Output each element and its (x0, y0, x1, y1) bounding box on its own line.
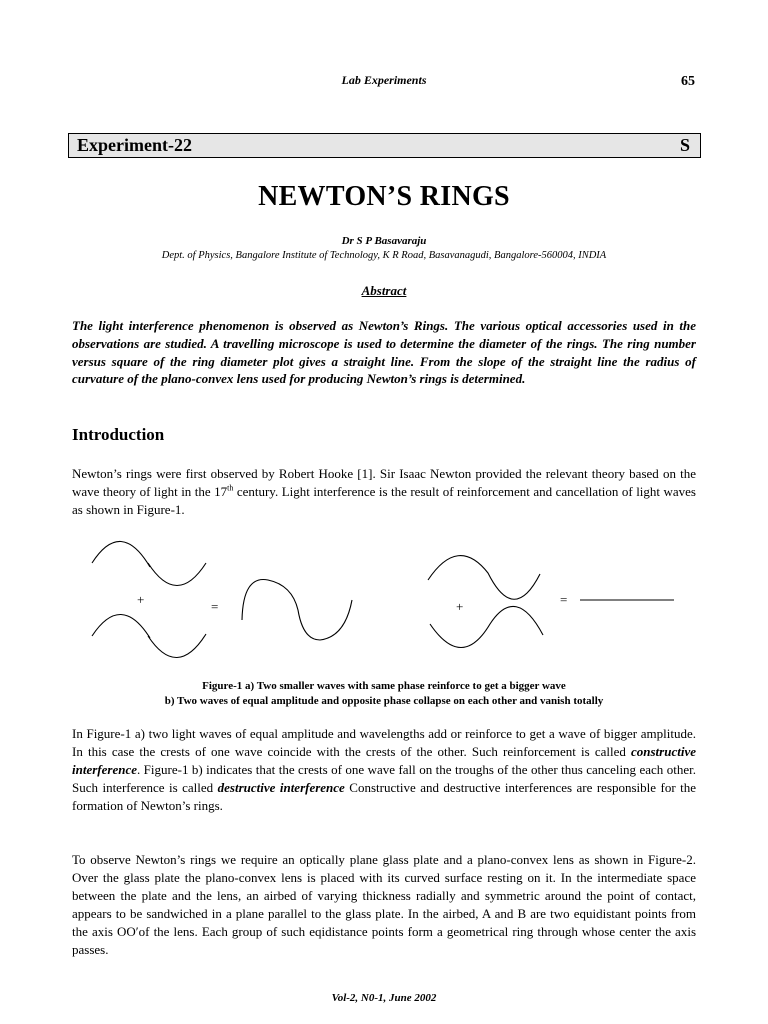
caption-line-2: b) Two waves of equal amplitude and opposite phase collapse on each other and vanish totally (164, 695, 604, 707)
abstract-heading: Abstract (361, 283, 407, 298)
p2-emphasis-constructive: constructive interference (72, 744, 696, 777)
figure-caption (0, 679, 768, 709)
p2-text-b: . Figure-1 b) indicates that the crests of one wave fall on the troughs of the other thus canceling each other. Such interference is called (72, 762, 696, 795)
wave-b-bottom (430, 606, 543, 647)
plus-sign-b: + (456, 599, 464, 614)
p1-superscript: th (227, 483, 234, 493)
intro-paragraph-2 (72, 725, 696, 815)
page-number: 65 (681, 74, 695, 89)
p2-text-a: In Figure-1 a) two light waves of equal amplitude and wavelengths add or reinforce to get a wave of bigger amplitude. In this case the crests of one wave coincide with the crests of the other. Such reinforcement is called (72, 726, 696, 759)
experiment-tag: S (679, 135, 690, 155)
wave-a-top (92, 541, 206, 585)
abstract-text: The light interference phenomenon is observed as Newton’s Rings. The various optical accessories used in the observations are studied. A travelling microscope is used to determine the diameter of the rings. The ring number versus square of the ring diameter plot gives a straight line. From the slope of the straight line the radius of curvature of the plano-convex lens used for producing Newton’s rings is determined. (72, 318, 696, 387)
running-title: Lab Experiments (341, 73, 427, 87)
paper-title: NEWTON’S RINGS (258, 181, 510, 212)
figure-1-waves (0, 530, 768, 675)
p2-text-c: Constructive and destructive interferences are responsible for the formation of Newton’s rings. (72, 780, 697, 813)
equals-sign-a: = (211, 599, 219, 614)
wave-b-top (428, 556, 540, 600)
author: Dr S P Basavaraju (341, 235, 427, 247)
p1-text-b: century. Light interference is the result of reinforcement and cancellation of light waves as shown in Figure-1. (72, 484, 696, 517)
introduction-heading: Introduction (72, 425, 165, 444)
affiliation: Dept. of Physics, Bangalore Institute of Technology, K R Road, Basavanagudi, Bangalore-560004, INDIA (161, 250, 607, 261)
plus-sign-a: + (137, 592, 145, 607)
footer-volume: Vol-2, N0-1, June 2002 (331, 992, 437, 1004)
intro-paragraph-3: To observe Newton’s rings we require an optically plane glass plate and a plano-convex lens as shown in Figure-2. Over the glass plate the plano-convex lens is placed with its curved surface resting on it. In the intermediate space between the plate and the lens, an airbed of varying thickness radially and symmetric around the point of contact, appears to be sandwiched in a plane parallel to the glass plate. In the airbed, A and B are two equidistant points from the axis OO′of the lens. Each group of such eqidistance points form a geometrical ring through whose center the axis passes. (72, 852, 696, 957)
equals-sign-b: = (560, 592, 568, 607)
experiment-banner (68, 133, 701, 158)
wave-a-bottom (92, 614, 206, 657)
p1-text-a: Newton’s rings were first observed by Robert Hooke [1]. Sir Isaac Newton provided the relevant theory based on the wave theory of light in the 17 (72, 466, 696, 499)
experiment-label: Experiment-22 (77, 135, 192, 155)
caption-line-1: Figure-1 a) Two smaller waves with same phase reinforce to get a bigger wave (202, 680, 566, 692)
p2-emphasis-destructive: destructive interference (217, 780, 345, 795)
intro-paragraph-1 (72, 465, 696, 519)
wave-a-result (242, 580, 352, 641)
